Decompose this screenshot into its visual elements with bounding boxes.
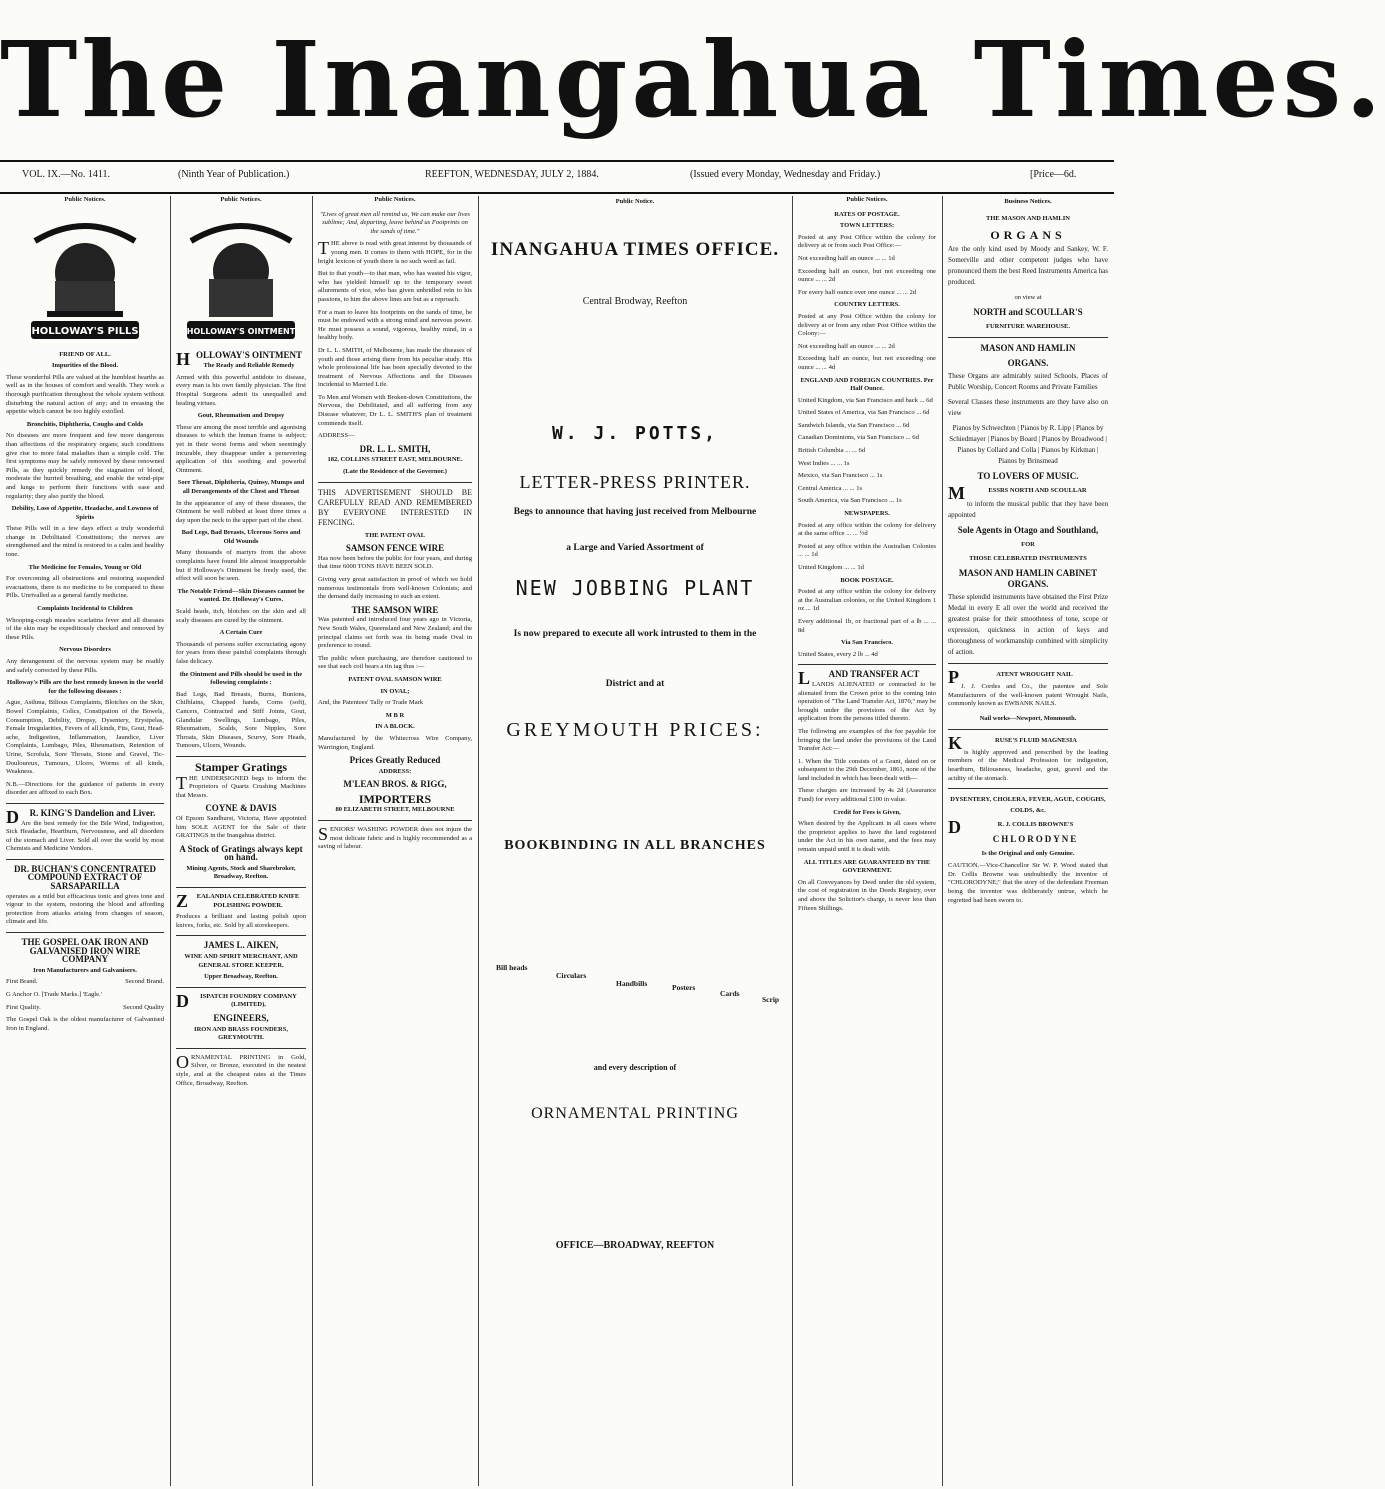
column-1 — [6, 196, 164, 1486]
jobbing-plant: NEW JOBBING PLANT — [515, 576, 755, 600]
subheading: Impurities of the Blood. — [51, 362, 119, 370]
ad-heading: MASON AND HAMLIN CABINET ORGANS. — [958, 568, 1098, 589]
ad-title: ORGANS — [990, 228, 1066, 242]
ad-body: ORNAMENTAL PRINTING in Gold, Silver, or Bronze, executed in the neatest style, and at the cheapest rates at the Times Office, Broadway, Reefton. — [176, 1051, 306, 1087]
fence-subtitle: THE PATENT OVAL — [364, 531, 426, 539]
subheading: the Ointment and Pills should be used in the following complaints : — [179, 670, 303, 687]
postage-rate: Mexico, via San Francisco ... 1s — [798, 472, 883, 480]
column-header: Business Notices. — [1004, 198, 1052, 205]
column-2 — [176, 196, 306, 1486]
land-transfer-title: LAND TRANSFER ACT — [798, 668, 920, 689]
section-title: BOOK POSTAGE. — [840, 576, 894, 584]
plate-label: HOLLOWAY'S OINTMENT — [186, 326, 296, 336]
paragraph: CAUTION.—Vice-Chancellor Sir W. P. Wood stated that Dr. Collis Browne was undoubtedly the inventor of "CHLORODYNE;" that the story of the defendant Freeman being the inventor was deliberately untrue, which he regretted had been sworn to. — [948, 862, 1108, 904]
section-title: TOWN LETTERS: — [839, 222, 895, 230]
divider — [798, 664, 936, 665]
directions-note: N.B.—Directions for the guidance of patients in every disorder are affixed to each Box. — [6, 780, 164, 797]
paragraph: These splendid instruments have obtained the First Prize Medal in every E all over the world and received the greatest praise for their smoothness of tone, scope or expression, quickness in action of keys and thoroughness of workmanship combined with simplicity of action. — [948, 593, 1108, 656]
ad-subheading: Is the Original and only Genuine. — [981, 850, 1075, 858]
price: [Price—6d. — [1030, 169, 1077, 180]
ad-heading: MESSRS NORTH AND SCOULLAR — [948, 483, 1087, 503]
job-type: Posters — [672, 983, 696, 992]
paragraph: J. J. Cordes and Co., the patentee and Sole Manufacturers of the well-known patent Wrought Nails, commonly known as EWBANK NAILS. — [948, 683, 1108, 708]
paragraph: Ague, Asthma, Bilious Complaints, Blotches on the Skin, Bowel Complaints, Colics, Constipation of the Bowels, Consumption, Debility, Dropsy, Dysentery, Erysipelas, Female Irregularities, Fevers of all kinds, Fits, Gout, Head-ache, Indigestion, Inflammation, Jaundice, Liver Complaints, Lumbago, Piles, Rheumatism, Retention of Urine, Scrofula, Sore Throats, Stone and Gravel, Tic-Douloureux, Tumours, Ulcers, Worms of all kinds, Weakness. — [6, 699, 164, 776]
paragraph: But to that youth—to that man, who has wasted his vigor, who has yielded himself up to the temporary sweet allurements of vice, who has given unbridled rein to his passions, to him the above lines are but as a reproach. — [318, 270, 472, 303]
paragraph: These are among the most terrible and agonising diseases to which the human frame is subject; yet in their worst forms and when seemingly incurable, they disappear under a persevering application of this soothing and powerful Ointment. — [176, 423, 306, 474]
divider — [176, 935, 306, 936]
paragraph: Several Classes these instruments are they have also on view — [948, 398, 1108, 417]
paragraph: Was patented and introduced four years ago in Victoria, New South Wales, Queensland and New Zealand; and the principal claims set forth was its being made Oval in preference to round. — [318, 616, 472, 650]
doctor-address: 182, COLLINS STREET EAST, MELBOURNE. — [327, 456, 463, 464]
subheading: Sore Throat, Diphtheria, Quinsy, Mumps and all Derangements of the Chest and Throat — [177, 479, 305, 495]
district-notice: District and at — [605, 679, 665, 689]
paragraph: These charges are increased by 4s 2d (Assurance Fund) for every additional £100 in value. — [798, 787, 936, 804]
section-title: NEWSPAPERS. — [844, 510, 890, 518]
wire-tag: IN OVAL; — [380, 687, 410, 695]
postage-rate: Posted at any office within the Australian Colonies ... ... 1d — [798, 542, 936, 559]
divider — [176, 987, 306, 988]
postage-rate: Sandwich Islands, via San Francisco ... 6d — [798, 421, 910, 429]
ad-heading: ZEALANDIA CELEBRATED KNIFE POLISHING POWDER. — [176, 891, 300, 912]
postage-title: RATES OF POSTAGE. — [834, 210, 900, 218]
firm-address: 80 ELIZABETH STREET, MELBOURNE — [335, 806, 455, 814]
subheading: The Ready and Reliable Remedy — [203, 362, 295, 370]
bookbinding: BOOKBINDING IN ALL BRANCHES — [504, 838, 766, 853]
firm-trade: FURNITURE WAREHOUSE. — [985, 323, 1071, 330]
ad-body: Produces a brilliant and lasting polish upon knives, forks, etc. Sold by all storekeepers. — [176, 913, 306, 929]
stock-notice: A Stock of Gratings always kept on hand. — [179, 843, 303, 863]
ad-body: Of Epsom Sandhurst, Victoria, Have appointed him SOLE AGENT for the Sale of their GRATINGS in the Inangahua district. — [176, 814, 306, 840]
ad-subheading: ENGINEERS, — [213, 1013, 269, 1023]
column-header: Public Notices. — [846, 196, 888, 203]
ad-body: operates as a mild but efficacious tonic and gives tone and vigour to the system, restoring the blood and affording protection from attacks arising from changes of season, climate and life. — [6, 892, 164, 926]
ad-title: ORGANS. — [1007, 358, 1049, 368]
firm-name: M'LEAN BROS. & RIGG, — [343, 779, 447, 790]
brand-row — [6, 978, 164, 987]
postage-rate: United States of America, via San Francisco ... 6d — [798, 409, 930, 417]
divider — [948, 663, 1108, 664]
greymouth-prices: GREYMOUTH PRICES: — [506, 719, 764, 741]
paragraph: To Men and Women with Broken-down Constitutions, the Nervous, the Debilitated, and all suffering from any Disease whatever, Dr L. L. SMITH'S plan of treatment commends itself. — [318, 393, 472, 427]
ad-heading: MASON AND HAMLIN — [980, 343, 1076, 353]
divider — [318, 820, 472, 821]
column-rule — [478, 196, 479, 1486]
wire-tag: PATENT OVAL SAMSON WIRE — [348, 675, 442, 683]
paragraph: No diseases are more frequent and few more dangerous than affections of the respiratory organs; such conditions give rise to more fatal maladies than a simple cold. The first symptoms may be safely removed by these renowned Pills, as they quickly remedy the stagnation of blood, moderate the hurried breathing, and enable the wind-pipe and lungs to perform their functions with ease and regularity; they also purify the blood. — [6, 432, 164, 500]
ad-heading: PATENT WROUGHT NAIL — [948, 667, 1073, 687]
announcement: Begs to announce that having just received from Melbourne — [513, 507, 757, 517]
plate-label: HOLLOWAY'S PILLS — [31, 325, 139, 337]
ad-heading: THE GOSPEL OAK IRON AND GALVANISED IRON WIRE COMPANY — [21, 937, 149, 965]
paragraph: THE above is read with great interest by thousands of young men. It comes to them with HOPE, for in the bright lexicon of youth there is no such word as fail. — [318, 238, 472, 265]
ad-heading: THE MASON AND HAMLIN — [986, 215, 1070, 222]
paragraph: The public when purchasing, are therefore cautioned to see that each coil bears a tin tag thus :— — [318, 654, 472, 671]
holloway-pills-engraving — [25, 211, 145, 347]
agent-address: Mining Agents, Stock and Sharebroker, Broadway, Reefton. — [186, 864, 296, 881]
verse: "Lives of great men all remind us, We can make our lives sublime; And, departing, leave behind us Footprints on the sands of time." — [319, 210, 470, 235]
job-type: Bill heads — [496, 963, 528, 972]
manufacturer: Manufactured by the Whitecross Wire Company, Warrington, England. — [318, 734, 472, 751]
subheading: Gout, Rheumatism and Dropsy — [197, 412, 285, 420]
subheading: Nervous Disorders — [59, 646, 111, 654]
ad-title: HOLLOWAY'S OINTMENT — [176, 348, 302, 369]
column-6 — [948, 196, 1108, 1486]
paragraph: These Organs are admirably suited Schools, Places of Public Worship, Concert Rooms and Private Families — [948, 372, 1108, 391]
ad-heading: TO LOVERS OF MUSIC. — [977, 471, 1079, 481]
ad-title: CHLORODYNE — [992, 834, 1079, 845]
banner-text: FRIEND OF ALL. — [59, 350, 111, 358]
dateline — [0, 160, 1114, 194]
paragraph: Are the only kind used by Moody and Sankey, W. F. Somerville and other competent judges who have pronounced them the best Reed Instruments America has produced. — [948, 245, 1108, 286]
column-rule — [942, 196, 943, 1486]
column-header: Public Notices. — [64, 196, 106, 203]
ad-subheading: FOR — [1021, 541, 1035, 548]
postage-rate: Posted at any Post Office within the colony for delivery at or from such Post Office:— — [798, 233, 936, 250]
ad-body: SENIORS' WASHING POWDER does not injure the most delicate fabric and is highly recommended as a saving of labour. — [318, 824, 472, 851]
postage-rate: Via San Francisco. — [841, 639, 893, 647]
trade-mark: IN A BLOCK. — [375, 723, 415, 731]
office-name: INANGAHUA TIMES OFFICE. — [490, 239, 780, 260]
publication-year: (Ninth Year of Publication.) — [178, 169, 290, 180]
postage-rate: Exceeding half an ounce, but not exceeding one ounce ... ... 2d — [798, 267, 936, 284]
postage-rate: Exceeding half an ounce, but not exceeding one ounce ... ... 4d — [798, 355, 936, 371]
ad-heading: KRUSE'S FLUID MAGNESIA — [948, 732, 1077, 753]
firm-name: NORTH and SCOULLAR'S — [973, 307, 1083, 317]
subheading: Complaints Incidental to Children — [37, 605, 133, 613]
postage-rate: Not exceeding half an ounce ... ... 1d — [798, 254, 895, 262]
paragraph: These Pills will in a few days effect a truly wonderful change in Debilitated Constitutions; the nerves are strengthened and the mind is restored to a calm and healthy tone. — [6, 525, 164, 559]
postage-rate: Every additional 1b, or fractional part of a lb ... ... 8d — [798, 617, 936, 634]
postage-rate: West Indies ... ... 1s — [798, 459, 850, 467]
prices-notice: Prices Greatly Reduced — [349, 755, 441, 766]
trade-mark: M B R — [385, 711, 405, 719]
ad-body: Iron Manufacturers and Galvanisers. — [33, 966, 137, 974]
divider — [948, 337, 1108, 338]
ad-footer: Nail works—Newport, Monmouth. — [979, 714, 1077, 722]
doctor-note: (Late the Residence of the Governor.) — [343, 468, 447, 476]
paragraph: Bad Legs, Bad Breasts, Burns, Bunions, Chilblains, Chapped hands, Corns (soft), Cancers, Contracted and Stiff Joints, Gout, Glandular Swellings, Lumbago, Piles, Rheumatism, Scalds, Sore Nipples, Sore Throats, Skin Diseases, Scurvy, Sore Heads, Tumours, Ulcers, Wounds. — [176, 690, 306, 750]
masthead-title: The Inangahua Times. — [0, 18, 1385, 141]
paragraph: The following are examples of the fee payable for bringing the land under the provisions of the Land Transfer Act:— — [798, 727, 936, 753]
printer-name: W. J. POTTS, — [551, 423, 719, 444]
postage-rate: Central America ... ... 1s — [798, 484, 863, 492]
ad-footer: The Gospel Oak is the oldest manufacturer of Galvanised Iron in England. — [6, 1016, 164, 1032]
ad-body: WINE AND SPIRIT MERCHANT, AND GENERAL STORE KEEPER. — [184, 953, 298, 969]
paragraph: On all Conveyances by Deed under the old system, the cost of registration in the Deeds Registry, over and above the Solicitor's charge, is never less than Fifteen Shillings. — [798, 878, 936, 912]
divider — [6, 803, 164, 804]
job-type: Cards — [720, 989, 740, 998]
fence-notice: THIS ADVERTISEMENT SHOULD BE CAREFULLY READ AND REMEMBERED BY EVERYONE INTERESTED IN FENCING. — [318, 487, 472, 527]
holloway-ointment-engraving — [181, 211, 301, 347]
paragraph: Has now been before the public for four years, and during that time 6000 TONS HAVE BEEN SOLD. — [318, 554, 472, 571]
ornamental-printing: ORNAMENTAL PRINTING — [531, 1105, 739, 1122]
postage-rate: United Kingdom ... ... 1d — [798, 564, 864, 571]
divider — [6, 932, 164, 933]
postage-rate: United Kingdom, via San Francisco and back ... 6d — [798, 396, 933, 404]
postage-rate: Canadian Dominions, via San Francisco ... 6d — [798, 434, 919, 442]
job-type: Circulars — [556, 971, 587, 980]
prepared-notice: Is now prepared to execute all work intrusted to them in the — [513, 629, 757, 639]
section-title: ENGLAND AND FOREIGN COUNTRIES. Per Half Ounce. — [800, 376, 934, 393]
paragraph: LANDS ALIENATED or contracted to be alienated from the Crown prior to the coming into operation of "The Land Transfer Act, 1870," may be brought under the provisions of the Act by application from the persons titled thereto. — [798, 680, 936, 723]
column-rule — [170, 196, 171, 1486]
on-view: on view at — [1014, 294, 1042, 301]
column-3 — [318, 196, 472, 1486]
column-rule — [792, 196, 793, 1486]
paragraph: 1. When the Title consists of a Grant, dated on or subsequent to the 29th December, 1861, none of the land included in which has been dealt with— — [798, 757, 936, 782]
subheading: A Certain Cure — [219, 629, 263, 637]
paragraph: For overcoming all obstructions and restoring suspended evacuations, there is no medicine to be compared to these Pills. Unrivalled as a general family medicine. — [6, 575, 164, 600]
postage-rate: British Columbia ... ... 6d — [798, 447, 866, 455]
paragraph: Armed with this powerful antidote to disease, every man is his own family physician. The first Hospital Surgeons admit its unequalled and healing virtues. — [176, 373, 306, 407]
subheading: Bronchitis, Diphtheria, Coughs and Colds — [26, 420, 144, 428]
firm-trade: IMPORTERS — [358, 791, 432, 806]
brand-label: First Brand. — [6, 978, 38, 986]
divider — [948, 729, 1108, 730]
paragraph: When desired by the Applicant in all cases where the proprietor applies to have the land registered under the Act in his own name, and the fees may remain unpaid until it is dealt with. — [798, 820, 936, 854]
column-header: Public Notices. — [374, 196, 416, 203]
subheading: Debility, Loss of Appetite, Headache, and Lowness of Spirits — [11, 505, 159, 521]
quality-row — [6, 1004, 164, 1013]
office-address: Central Brodway, Reefton — [582, 296, 688, 307]
printer-trade: LETTER-PRESS PRINTER. — [519, 472, 751, 492]
postage-rate: South America, via San Francisco ... 1s — [798, 497, 902, 505]
subheading: Credit for Fees is Given, — [833, 808, 901, 816]
job-types — [484, 962, 786, 1002]
subheading: Holloway's Pills are the best remedy known in the world for the following diseases : — [7, 679, 163, 695]
place-date: REEFTON, WEDNESDAY, JULY 2, 1884. — [425, 169, 599, 180]
job-type: Scrip — [762, 995, 780, 1004]
paragraph: Any derangement of the nervous system may be readily and safely corrected by these Pills. — [6, 658, 164, 674]
ad-heading: DR. BUCHAN'S CONCENTRATED COMPOUND EXTRACT OF SARSAPARILLA — [13, 863, 157, 892]
paragraph: For a man to leave his footprints on the sands of time, he must be endowed with a strong mind and nervous power. He must possess a sound, vigorous, healthy mind, in a healthy body. — [318, 308, 472, 342]
paragraph: Giving very great satisfaction in proof of which we hold numerous testimonials from well-known Colonists; and the demand daily increasing to such an extent. — [318, 576, 472, 601]
trade-marks: G Anchor O. [Trade Marks.] 'Eagle.' — [6, 991, 102, 998]
subheading: The Medicine for Females, Young or Old — [28, 563, 142, 571]
ad-heading: Stamper Gratings — [194, 759, 288, 774]
piano-list: Pianos by Schwechten | Pianos by R. Lipp | Pianos by Schiedmayer | Pianos by Board | Pianos by Broadwood | Pianos by Collard and Colla | Pianos by Kirkman | Pianos by Brinsmead — [949, 424, 1107, 465]
paragraph: Scald heads, itch, blotches on the skin and all scaly diseases are cured by the ointment. — [176, 608, 306, 624]
subheading: ALL TITLES ARE GUARANTEED BY THE GOVERNMENT. — [803, 858, 931, 875]
postage-rate: Not exceeding half an ounce ... ... 2d — [798, 342, 895, 350]
section-title: COUNTRY LETTERS. — [834, 301, 900, 309]
ad-body: IRON AND BRASS FOUNDERS, GREYMOUTH. — [194, 1025, 288, 1042]
address-label: ADDRESS— — [318, 432, 355, 440]
paragraph: Many thousands of martyrs from the above complaints have found life almost insupportable but if Holloway's Ointment be freely used, the effect will soon be seen. — [176, 549, 306, 583]
quality-label: First Quality. — [6, 1003, 41, 1011]
merchant-name: JAMES L. AIKEN, — [203, 940, 279, 951]
paragraph: to inform the musical public that they have been appointed — [948, 500, 1108, 519]
assortment: a Large and Varied Assortment of — [566, 543, 704, 553]
paragraph: These wonderful Pills are valued at the humblest hearths as well as in the houses of comfort and wealth. They work a thorough purification throughout the whole system without disturbing the natural action of any; and in ereasing the appetite which cannot be too highly extolled. — [6, 373, 164, 416]
column-header: Public Notices. — [220, 196, 262, 203]
wire-tag: And, the Patentees' Tally or Trade Mark — [318, 699, 424, 707]
ad-heading: DR. KING'S Dandelion and Liver. — [6, 806, 156, 827]
ad-heading: DYSENTERY, CHOLERA, FEVER, AGUE, COUGHS, COLDS, &c. — [950, 796, 1106, 815]
divider — [318, 482, 472, 483]
column-4 — [484, 196, 786, 1486]
doctor-name: DR. L. L. SMITH, — [359, 443, 431, 454]
postage-rate: For every half ounce over one ounce ... ... 2d — [798, 288, 917, 296]
divider — [6, 859, 164, 860]
masthead — [0, 0, 1385, 160]
job-type: Handbills — [616, 979, 648, 988]
divider — [948, 788, 1108, 789]
column-5 — [798, 196, 936, 1486]
brand-label: Second Brand. — [125, 978, 164, 986]
postage-rate: Posted at any Post Office within the colony for delivery at or from any other Post Office within the Colony:— — [798, 312, 936, 338]
divider — [176, 756, 306, 757]
ad-heading: DISPATCH FOUNDRY COMPANY (LIMITED), — [176, 990, 297, 1011]
postage-rate: Posted at any office within the colony for delivery at the Australian colonies, or the United Kingdom 1 oz ... 1d — [798, 588, 936, 613]
paragraph: Whooping-cough measles scarlatina fever and all diseases of the skin may be expeditiously checked and removed by these Pills. — [6, 616, 164, 641]
ad-heading: DR. J. COLLIS BROWNE'S — [948, 817, 1074, 838]
volume-number: VOL. IX.—No. 1411. — [22, 169, 110, 180]
every-description: and every description of — [593, 1063, 677, 1072]
paragraph: Thousands of persons suffer excruciating agony for years from these painful complaints through false delicacy. — [176, 640, 306, 665]
column-rule — [312, 196, 313, 1486]
issue-schedule: (Issued every Monday, Wednesday and Friday.) — [690, 169, 881, 180]
column-header: Public Notice. — [615, 198, 655, 205]
ad-body: Are the best remedy for the Bile Wind, Indigestion, Sick Headache, Heartburn, Nervousness, and all disorders of the stomach and Liver. Sold all over the world by most Chemists and Medicine Vendors. — [6, 819, 164, 853]
postage-rate: Posted at any office within the colony for delivery at the same office ... ... ½d — [798, 521, 936, 538]
ad-subheading: THOSE CELEBRATED INSTRUMENTS — [969, 555, 1087, 562]
ad-heading: Sole Agents in Otago and Southland, — [957, 525, 1099, 535]
office-footer: OFFICE—BROADWAY, REEFTON — [555, 1240, 715, 1251]
wire-title: THE SAMSON WIRE — [351, 604, 439, 615]
quality-label: Second Quality — [123, 1003, 164, 1011]
ad-body: THE UNDERSIGNED begs to inform the Proprietors of Quartz Crushing Machines that Messrs. — [176, 772, 306, 799]
postage-rate: United States, every 2 lb ... 4d — [798, 650, 878, 658]
paragraph: is highly approved and prescribed by the leading members of the Medical Profession for indigestion, heartburn, Biliousness, headache, gout, gravel and the acidity of the stomach. — [948, 748, 1108, 782]
subheading: The Notable Friend—Skin Diseases cannot be wanted. Dr. Holloway's Cures. — [177, 587, 305, 604]
divider — [176, 1048, 306, 1049]
address-label: ADDRESS: — [378, 767, 412, 775]
paragraph: In the appearance of any of these diseases, the Ointment be well rubbed at least three times a day upon the neck to the upper part of the chest. — [176, 499, 306, 524]
subheading: Bad Legs, Bad Breasts, Ulcerous Sores and Old Wounds — [181, 529, 301, 545]
firm-name: COYNE & DAVIS — [205, 803, 277, 814]
paragraph: Dr L. L. SMITH, of Melbourne, has made the diseases of youth and those arising there from his peculiar study. His whole professional life has been specially devoted to the treatment of Nervous Affections and the Diseases incidental to Married Life. — [318, 346, 472, 389]
ad-address: Upper Broadway, Reefton. — [204, 973, 278, 981]
divider — [176, 887, 306, 888]
fence-title: SAMSON FENCE WIRE — [345, 543, 445, 554]
